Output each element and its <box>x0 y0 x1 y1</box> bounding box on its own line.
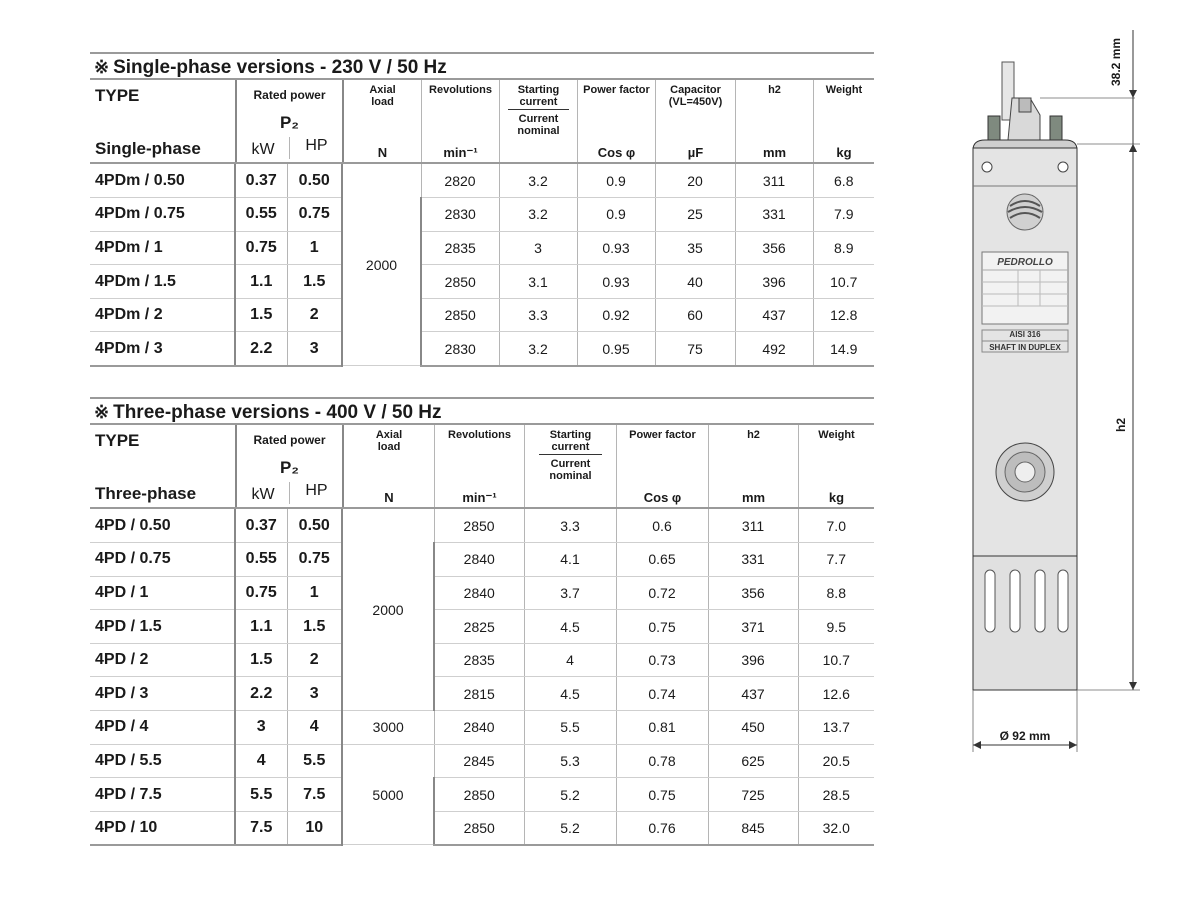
reference-mark: ※ <box>94 57 110 77</box>
capacitor-cell: 40 <box>655 265 735 299</box>
revolutions-cell: 2850 <box>434 778 524 812</box>
starting-current-cell: 3.2 <box>499 164 577 198</box>
revolutions-cell: 2850 <box>434 811 524 845</box>
shaft-label: SHAFT IN DUPLEX <box>989 343 1061 352</box>
header-rev-unit: min⁻¹ <box>462 490 497 505</box>
model-cell: 4PD / 3 <box>90 677 235 711</box>
weight-cell: 20.5 <box>798 744 874 778</box>
weight-cell: 8.9 <box>813 231 874 265</box>
power-factor-cell: 0.81 <box>616 711 708 745</box>
header-phase: Three-phase <box>95 484 197 503</box>
model-cell: 4PD / 2 <box>90 643 235 677</box>
h2-cell: 371 <box>708 610 798 644</box>
model-cell: 4PD / 1.5 <box>90 610 235 644</box>
table-row <box>90 744 874 778</box>
power-factor-cell: 0.76 <box>616 811 708 845</box>
kw-cell: 3 <box>235 711 287 745</box>
kw-cell: 0.37 <box>235 509 287 543</box>
h2-cell: 625 <box>708 744 798 778</box>
power-factor-cell: 0.73 <box>616 643 708 677</box>
weight-cell: 8.8 <box>798 576 874 610</box>
starting-current-cell: 3.2 <box>499 198 577 232</box>
kw-cell: 1.1 <box>235 610 287 644</box>
kw-cell: 1.1 <box>235 265 287 299</box>
revolutions-cell: 2820 <box>421 164 499 198</box>
table-row <box>90 298 874 332</box>
kw-cell: 0.75 <box>235 231 287 265</box>
header-pf-unit: Cos φ <box>597 145 636 160</box>
header-current-nominal: Current nominal <box>517 113 560 137</box>
weight-cell: 12.8 <box>813 298 874 332</box>
h2-cell: 331 <box>735 198 813 232</box>
power-factor-cell: 0.65 <box>616 543 708 577</box>
header-kw: kW <box>251 141 275 158</box>
model-cell: 4PD / 5.5 <box>90 744 235 778</box>
header-p2: P₂ <box>280 113 299 132</box>
table-row <box>90 164 874 198</box>
power-factor-cell: 0.95 <box>577 332 655 366</box>
table-row <box>90 265 874 299</box>
model-cell: 4PD / 0.75 <box>90 543 235 577</box>
capacitor-cell: 25 <box>655 198 735 232</box>
dim-diameter-label: Ø 92 mm <box>999 729 1051 743</box>
starting-current-cell: 4.5 <box>524 677 616 711</box>
starting-current-cell: 5.3 <box>524 744 616 778</box>
revolutions-cell: 2850 <box>421 265 499 299</box>
model-cell: 4PD / 7.5 <box>90 778 235 812</box>
header-pf-unit: Cos φ <box>643 490 682 505</box>
weight-cell: 28.5 <box>798 778 874 812</box>
axial-load-cell: 5000 <box>342 744 434 845</box>
starting-current-cell: 3.3 <box>499 298 577 332</box>
h2-cell: 492 <box>735 332 813 366</box>
revolutions-cell: 2850 <box>421 298 499 332</box>
model-cell: 4PDm / 2 <box>90 298 235 332</box>
hp-cell: 0.75 <box>287 198 342 232</box>
stud-left <box>988 116 1000 142</box>
weight-cell: 7.9 <box>813 198 874 232</box>
header-axial-unit: N <box>377 145 388 160</box>
power-factor-cell: 0.75 <box>616 610 708 644</box>
header-rev-unit: min⁻¹ <box>443 145 478 160</box>
weight-cell: 9.5 <box>798 610 874 644</box>
model-cell: 4PD / 0.50 <box>90 509 235 543</box>
revolutions-cell: 2815 <box>434 677 524 711</box>
kw-cell: 4 <box>235 744 287 778</box>
revolutions-cell: 2835 <box>421 231 499 265</box>
header-revolutions: Revolutions <box>448 429 511 441</box>
table-row <box>90 811 874 845</box>
model-cell: 4PDm / 1.5 <box>90 265 235 299</box>
header-rated-power: Rated power <box>253 433 326 447</box>
h2-cell: 311 <box>735 164 813 198</box>
power-factor-cell: 0.72 <box>616 576 708 610</box>
table-row <box>90 643 874 677</box>
table-row <box>90 610 874 644</box>
table-row <box>90 576 874 610</box>
kw-cell: 2.2 <box>235 332 287 366</box>
hp-cell: 5.5 <box>287 744 342 778</box>
revolutions-cell: 2845 <box>434 744 524 778</box>
table-row <box>90 778 874 812</box>
hp-cell: 1 <box>287 231 342 265</box>
model-cell: 4PD / 10 <box>90 811 235 845</box>
weight-cell: 7.0 <box>798 509 874 543</box>
three-phase-title <box>90 397 874 425</box>
weight-cell: 12.6 <box>798 677 874 711</box>
weight-cell: 32.0 <box>798 811 874 845</box>
single-phase-title-text: Single-phase versions - 230 V / 50 Hz <box>113 57 447 78</box>
header-type: TYPE <box>95 431 140 450</box>
axial-load-cell: 2000 <box>342 164 421 366</box>
power-factor-cell: 0.93 <box>577 265 655 299</box>
model-cell: 4PD / 4 <box>90 711 235 745</box>
hp-cell: 7.5 <box>287 778 342 812</box>
revolutions-cell: 2840 <box>434 711 524 745</box>
header-current-nominal: Current nominal <box>549 458 592 482</box>
pump-motor-drawing <box>940 20 1160 760</box>
starting-current-cell: 3.1 <box>499 265 577 299</box>
h2-cell: 356 <box>735 231 813 265</box>
three-phase-title-text: Three-phase versions - 400 V / 50 Hz <box>113 402 442 423</box>
hp-cell: 3 <box>287 677 342 711</box>
starting-current-cell: 3.2 <box>499 332 577 366</box>
hp-cell: 1.5 <box>287 610 342 644</box>
header-h2: h2 <box>747 429 760 441</box>
kw-cell: 1.5 <box>235 298 287 332</box>
capacitor-cell: 35 <box>655 231 735 265</box>
starting-current-cell: 5.5 <box>524 711 616 745</box>
hp-cell: 0.75 <box>287 543 342 577</box>
hp-cell: 0.50 <box>287 164 342 198</box>
weight-cell: 14.9 <box>813 332 874 366</box>
hp-cell: 0.50 <box>287 509 342 543</box>
kw-cell: 0.55 <box>235 198 287 232</box>
h2-cell: 725 <box>708 778 798 812</box>
header-hp: HP <box>289 482 343 504</box>
h2-cell: 845 <box>708 811 798 845</box>
dim-h2-label: h2 <box>1114 417 1128 433</box>
kw-cell: 0.75 <box>235 576 287 610</box>
table-row <box>90 198 874 232</box>
header-starting-current: Starting current <box>539 429 602 455</box>
power-factor-cell: 0.6 <box>616 509 708 543</box>
header-revolutions: Revolutions <box>429 84 492 96</box>
capacitor-cell: 75 <box>655 332 735 366</box>
h2-cell: 396 <box>708 643 798 677</box>
header-h2: h2 <box>768 84 781 96</box>
header-power-factor: Power factor <box>583 84 650 96</box>
single-phase-header <box>90 80 874 164</box>
kw-cell: 0.37 <box>235 164 287 198</box>
power-factor-cell: 0.93 <box>577 231 655 265</box>
kw-cell: 2.2 <box>235 677 287 711</box>
header-phase: Single-phase <box>95 139 201 158</box>
table-row <box>90 543 874 577</box>
header-axial-load: Axial load <box>375 429 403 453</box>
kw-cell: 1.5 <box>235 643 287 677</box>
three-phase-table <box>90 509 874 846</box>
model-cell: 4PDm / 0.75 <box>90 198 235 232</box>
weight-cell: 10.7 <box>798 643 874 677</box>
h2-cell: 450 <box>708 711 798 745</box>
hp-cell: 10 <box>287 811 342 845</box>
starting-current-cell: 4 <box>524 643 616 677</box>
hp-cell: 3 <box>287 332 342 366</box>
revolutions-cell: 2835 <box>434 643 524 677</box>
stud-right <box>1050 116 1062 142</box>
three-phase-header <box>90 425 874 509</box>
header-axial-unit: N <box>384 490 394 505</box>
axial-load-cell: 3000 <box>342 711 434 745</box>
starting-current-cell: 5.2 <box>524 778 616 812</box>
power-factor-cell: 0.78 <box>616 744 708 778</box>
brand-label: PEDROLLO <box>997 257 1053 268</box>
header-weight-unit: kg <box>828 490 845 505</box>
header-starting-current: Starting current <box>508 84 569 110</box>
cable-gland-icon <box>996 443 1054 501</box>
hp-cell: 1.5 <box>287 265 342 299</box>
kw-cell: 0.55 <box>235 543 287 577</box>
table-row <box>90 332 874 366</box>
power-factor-cell: 0.92 <box>577 298 655 332</box>
header-capacitor: Capacitor (VL=450V) <box>668 84 723 108</box>
revolutions-cell: 2830 <box>421 198 499 232</box>
revolutions-cell: 2830 <box>421 332 499 366</box>
header-weight: Weight <box>818 429 855 441</box>
header-h2-unit: mm <box>741 490 766 505</box>
power-factor-cell: 0.9 <box>577 164 655 198</box>
revolutions-cell: 2850 <box>434 509 524 543</box>
hp-cell: 2 <box>287 643 342 677</box>
starting-current-cell: 3.7 <box>524 576 616 610</box>
header-rated-power: Rated power <box>253 88 326 102</box>
hp-cell: 4 <box>287 711 342 745</box>
model-cell: 4PD / 1 <box>90 576 235 610</box>
material-label: AISI 316 <box>1009 330 1041 339</box>
table-row <box>90 231 874 265</box>
table-row <box>90 509 874 543</box>
h2-cell: 356 <box>708 576 798 610</box>
header-axial-load: Axial load <box>369 84 396 108</box>
capacitor-cell: 60 <box>655 298 735 332</box>
header-power-factor: Power factor <box>629 429 696 441</box>
capacitor-cell: 20 <box>655 164 735 198</box>
h2-cell: 396 <box>735 265 813 299</box>
revolutions-cell: 2840 <box>434 543 524 577</box>
header-weight: Weight <box>825 84 863 96</box>
h2-cell: 437 <box>735 298 813 332</box>
weight-cell: 6.8 <box>813 164 874 198</box>
header-type: TYPE <box>95 86 140 105</box>
starting-current-cell: 3.3 <box>524 509 616 543</box>
h2-cell: 331 <box>708 543 798 577</box>
table-row <box>90 677 874 711</box>
table-row <box>90 711 874 745</box>
header-weight-unit: kg <box>836 145 852 160</box>
dim-top-label: 38.2 mm <box>1109 37 1123 86</box>
header-kw: kW <box>251 486 275 503</box>
h2-cell: 311 <box>708 509 798 543</box>
starting-current-cell: 4.5 <box>524 610 616 644</box>
axial-load-cell: 2000 <box>342 509 434 711</box>
single-phase-table <box>90 164 874 367</box>
power-factor-cell: 0.9 <box>577 198 655 232</box>
starting-current-cell: 3 <box>499 231 577 265</box>
header-h2-unit: mm <box>762 145 787 160</box>
model-cell: 4PDm / 3 <box>90 332 235 366</box>
reference-mark: ※ <box>94 402 110 422</box>
revolutions-cell: 2825 <box>434 610 524 644</box>
kw-cell: 5.5 <box>235 778 287 812</box>
hp-cell: 1 <box>287 576 342 610</box>
starting-current-cell: 5.2 <box>524 811 616 845</box>
header-cap-unit: µF <box>687 145 704 160</box>
model-cell: 4PDm / 0.50 <box>90 164 235 198</box>
kw-cell: 7.5 <box>235 811 287 845</box>
weight-cell: 10.7 <box>813 265 874 299</box>
header-hp: HP <box>289 137 343 159</box>
power-factor-cell: 0.75 <box>616 778 708 812</box>
weight-cell: 13.7 <box>798 711 874 745</box>
model-cell: 4PDm / 1 <box>90 231 235 265</box>
starting-current-cell: 4.1 <box>524 543 616 577</box>
weight-cell: 7.7 <box>798 543 874 577</box>
hp-cell: 2 <box>287 298 342 332</box>
single-phase-title <box>90 52 874 80</box>
power-factor-cell: 0.74 <box>616 677 708 711</box>
pedrollo-logo-icon <box>1007 194 1043 230</box>
h2-cell: 437 <box>708 677 798 711</box>
revolutions-cell: 2840 <box>434 576 524 610</box>
header-p2: P₂ <box>280 458 299 477</box>
